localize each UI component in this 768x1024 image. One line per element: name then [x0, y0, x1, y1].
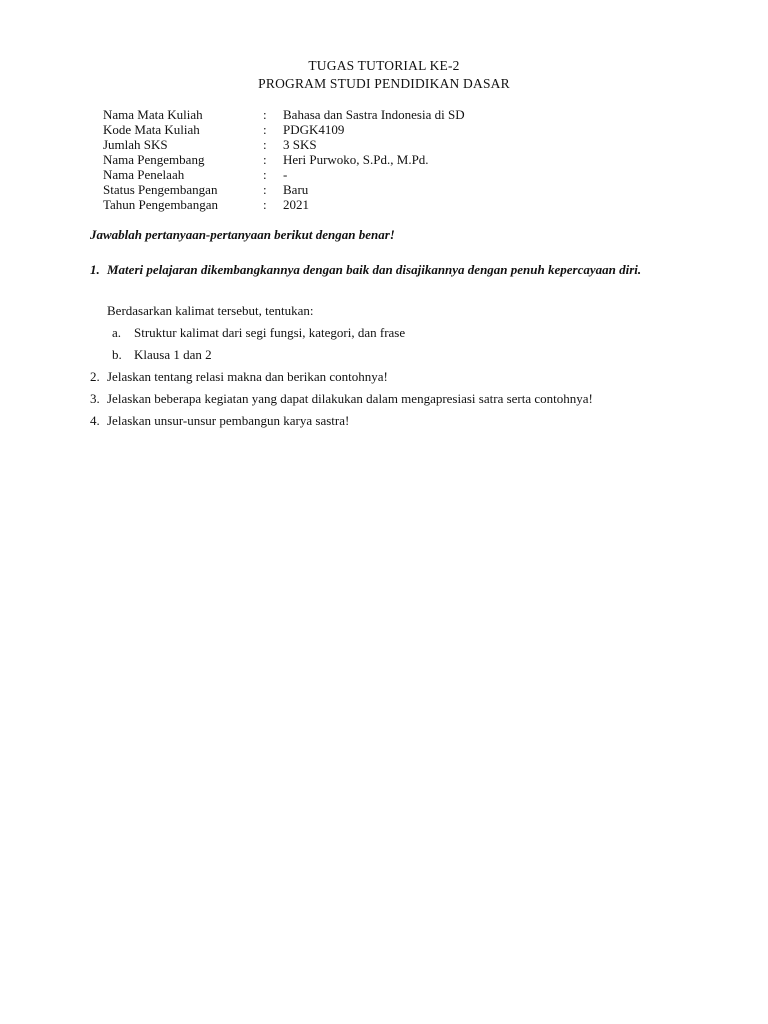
question-text: Jelaskan unsur-unsur pembangun karya sastra!: [107, 413, 350, 428]
info-label: Kode Mata Kuliah: [103, 122, 200, 137]
question-number: 1.: [90, 262, 100, 277]
sub-item-text: Klausa 1 dan 2: [134, 347, 212, 362]
info-label: Nama Pengembang: [103, 152, 205, 167]
info-colon: :: [263, 152, 267, 167]
info-label: Nama Mata Kuliah: [103, 107, 203, 122]
info-colon: :: [263, 137, 267, 152]
question-1: [90, 259, 696, 281]
sub-item-letter: b.: [112, 347, 122, 362]
sub-item-letter: a.: [112, 325, 122, 340]
info-value: Heri Purwoko, S.Pd., M.Pd.: [283, 152, 429, 167]
info-label: Tahun Pengembangan: [103, 197, 218, 212]
info-colon: :: [263, 167, 267, 182]
document-subtitle: PROGRAM STUDI PENDIDIKAN DASAR: [258, 76, 510, 91]
sub-item-text: Struktur kalimat dari segi fungsi, kategori, dan frase: [134, 325, 406, 340]
info-value: 3 SKS: [283, 137, 317, 152]
info-value: Baru: [283, 182, 309, 197]
info-value: 2021: [283, 197, 309, 212]
question-text: Jelaskan beberapa kegiatan yang dapat dilakukan dalam mengapresiasi satra serta contohnya!: [107, 391, 593, 406]
info-value: Bahasa dan Sastra Indonesia di SD: [283, 107, 465, 122]
question-number: 4.: [90, 413, 100, 428]
info-colon: :: [263, 107, 267, 122]
info-label: Nama Penelaah: [103, 167, 185, 182]
question-number: 3.: [90, 391, 100, 406]
question-number: 2.: [90, 369, 100, 384]
question-prompt: Berdasarkan kalimat tersebut, tentukan:: [107, 303, 314, 318]
instruction-text: Jawablah pertanyaan-pertanyaan berikut dengan benar!: [90, 227, 395, 242]
document-title: TUGAS TUTORIAL KE-2: [308, 58, 460, 73]
info-value: -: [283, 167, 288, 182]
question-text: Materi pelajaran dikembangkannya dengan baik dan disajikannya dengan penuh kepercayaan diri.: [107, 262, 642, 277]
info-colon: :: [263, 182, 267, 197]
info-colon: :: [263, 197, 267, 212]
info-label: Jumlah SKS: [103, 137, 168, 152]
info-label: Status Pengembangan: [103, 182, 218, 197]
info-colon: :: [263, 122, 267, 137]
info-value: PDGK4109: [283, 122, 345, 137]
question-text: Jelaskan tentang relasi makna dan berikan contohnya!: [107, 369, 388, 384]
